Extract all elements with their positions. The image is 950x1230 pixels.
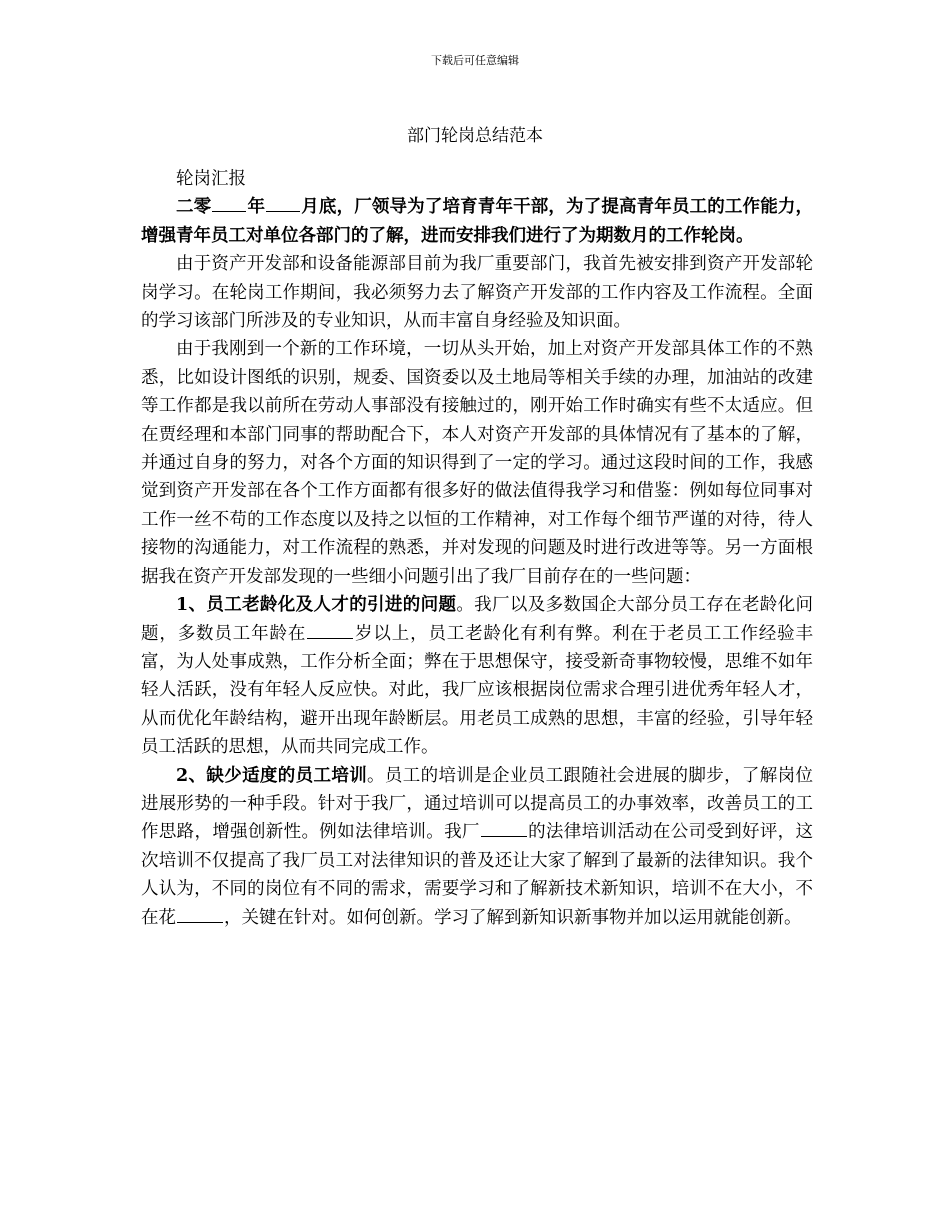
document-body [141, 165, 813, 932]
paragraph-rotation: 由于资产开发部和设备能源部目前为我厂重要部门，我首先被安排到资产开发部轮岗学习。在轮岗工作期间，我必须努力去了解资产开发部的工作内容及工作流程。全面的学习该部门所涉及的专业知识，从而丰富自身经验及知识面。 [141, 254, 813, 332]
issue-text-part: 。我厂以及多数国企大部分员工存在老龄化问题，多数员工年龄在 [141, 595, 813, 644]
issue-text-part: 的法律培训活动在公司受到好评，这次培训不仅提高了我厂员工对法律知识的普及还让大家了解到了最新的法律知识。我个人认为，不同的岗位有不同的需求，需要学习和了解新技术新知识，培训不在大小，不在花 [141, 822, 814, 928]
issue-text-part: 岁以上，员工老龄化有利有弊。利在于老员工工作经验丰富，为人处事成熟，工作分析全面；弊在于思想保守，接受新奇事物较慢，思维不如年轻人活跃，没有年轻人反应快。对此，我厂应该根据岗位需求合理引进优秀年轻人才，从而优化年龄结构，避开出现年龄断层。用老员工成熟的思想，丰富的经验，引导年轻员工活跃的思想，从而共同完成工作。 [141, 623, 814, 758]
paragraph-intro [141, 193, 813, 250]
paragraph-issue-training [141, 762, 813, 932]
fill-blank [177, 904, 223, 923]
intro-text-part: 年 [247, 197, 266, 218]
fill-blank [266, 193, 300, 212]
issue-text-part: 。员工的培训是企业员工跟随社会进展的脚步，了解岗位进展形势的一种手段。针对于我厂，通过培训可以提高员工的办事效率，改善员工的工作思路，增强创新性。例如法律培训。我厂 [141, 765, 813, 843]
paragraph-issue-aging [141, 591, 813, 761]
intro-text-part: 月底，厂领导为了培育青年干部，为了提高青年员工的工作能力，增强青年员工对单位各部门的了解，进而安排我们进行了为期数月的工作轮岗。 [141, 197, 814, 246]
fill-blank [212, 193, 246, 212]
page-header-note: 下载后可任意编辑 [431, 54, 519, 67]
fill-blank [481, 818, 527, 837]
issue-heading: 1、员工老龄化及人才的引进的问题 [176, 595, 457, 616]
fill-blank [307, 620, 353, 639]
paragraph-experience: 由于我刚到一个新的工作环境，一切从头开始，加上对资产开发部具体工作的不熟悉，比如设计图纸的识别，规委、国资委以及土地局等相关手续的办理，加油站的改建等工作都是我以前所在劳动人事部没有接触过的，刚开始工作时确实有些不太适应。但在贾经理和本部门同事的帮助配合下，本人对资产开发部的具体情况有了基本的了解，并通过自身的努力，对各个方面的知识得到了一定的学习。通过这段时间的工作，我感觉到资产开发部在各个工作方面都有很多好的做法值得我学习和借鉴：例如每位同事对工作一丝不苟的工作态度以及持之以恒的工作精神，对工作每个细节严谨的对待，待人接物的沟通能力，对工作流程的熟悉，并对发现的问题及时进行改进等等。另一方面根据我在资产开发部发现的一些细小问题引出了我厂目前存在的一些问题： [141, 339, 813, 587]
intro-text-part: 二零 [176, 197, 212, 218]
section-heading: 轮岗汇报 [176, 169, 246, 189]
issue-heading: 2、缺少适度的员工培训 [176, 765, 368, 786]
document-title: 部门轮岗总结范本 [407, 126, 543, 146]
issue-text-part: ，关键在针对。如何创新。学习了解到新知识新事物并加以运用就能创新。 [224, 907, 802, 928]
